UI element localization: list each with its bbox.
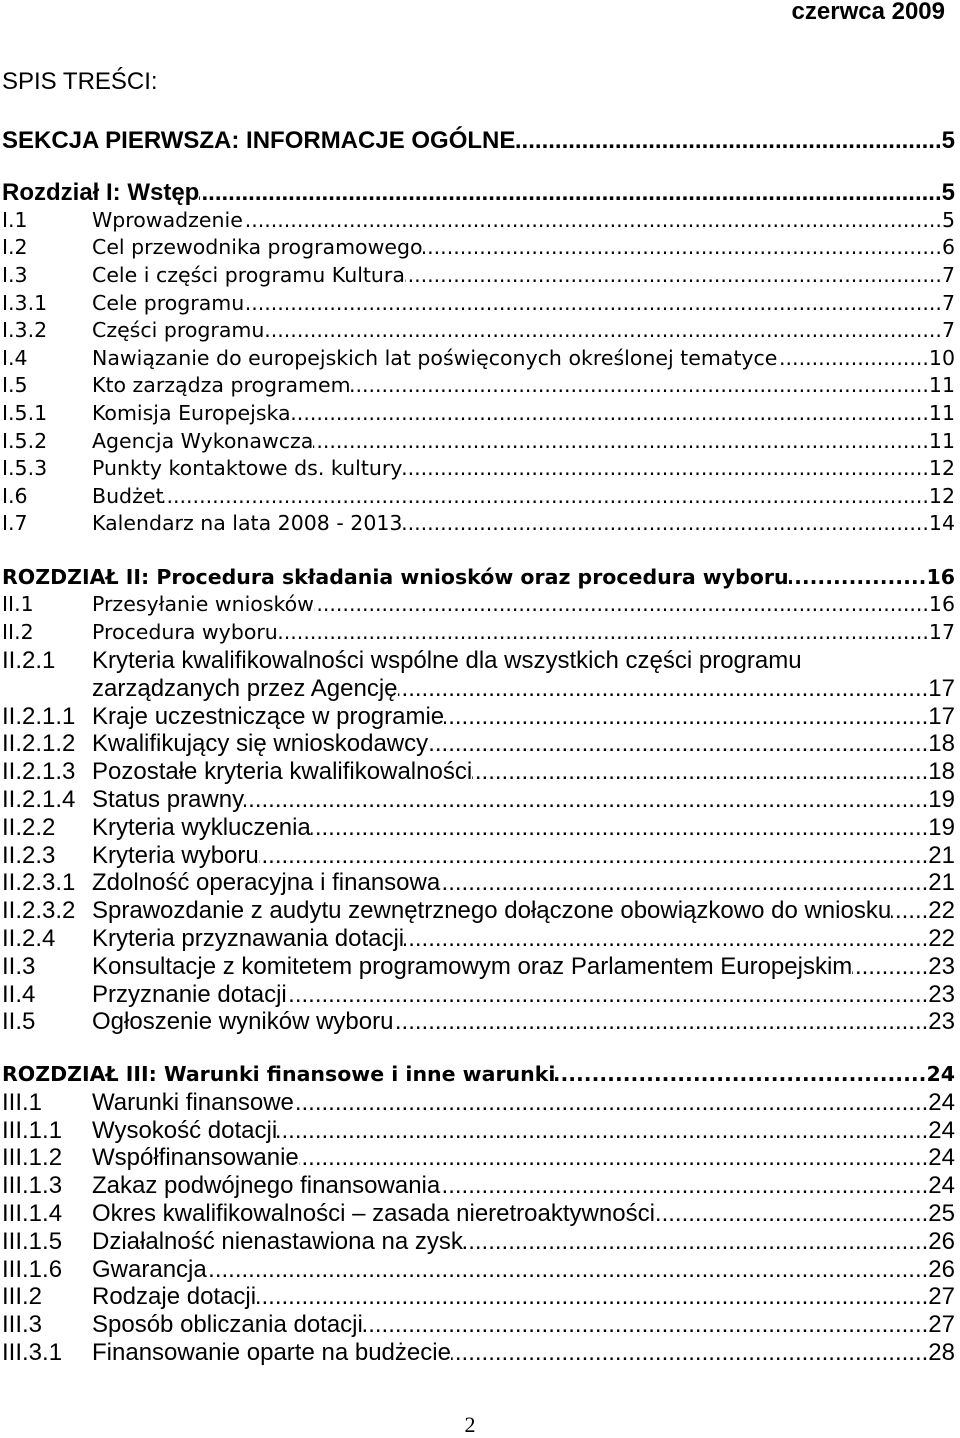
entry-title: Cele i części programu Kultura [92,262,405,287]
page-number: 2 [464,1412,476,1437]
toc-entry[interactable] [2,981,955,1009]
entry-title: Konsultacje z komitetem programowym oraz Parlamentem Europejskim [92,952,853,980]
toc-entry[interactable] [2,372,955,400]
entry-page: 27 [928,1311,955,1339]
dot-leader [440,1172,928,1200]
toc-entry[interactable] [2,234,955,262]
entry-title: Sposób obliczania dotacji [92,1311,363,1339]
dot-leader [199,179,941,207]
entry-title: Kryteria przyznawania dotacji [92,924,405,952]
toc-section-block [2,127,955,155]
entry-title: Zakaz podwójnego finansowania [92,1172,441,1200]
entry-number: II.2 [2,620,34,645]
toc-entry[interactable] [2,1089,955,1117]
chapter-page: 16 [926,564,955,589]
entry-page: 19 [928,785,955,813]
dot-leader [405,262,942,290]
toc-entry[interactable] [2,1117,955,1145]
toc-entry[interactable] [2,647,955,675]
toc-entry[interactable] [2,1311,955,1339]
entry-title: Sprawozdanie z audytu zewnętrznego dołączone obowiązkowo do wniosku [92,897,892,925]
entry-number: I.6 [2,483,28,508]
entry-title: Kryteria wyboru [92,841,259,869]
entry-title: Zdolność operacyjna i finansowa [92,869,441,897]
entry-number: III.1.3 [2,1172,63,1200]
toc-entry[interactable] [2,428,955,456]
toc-entry[interactable] [2,1008,955,1036]
entry-page: 17 [928,674,955,702]
entry-page: 24 [928,1144,955,1172]
entry-number: II.4 [2,980,36,1008]
dot-leader [789,564,927,592]
entry-number: II.5 [2,1008,36,1036]
entry-title: Cel przewodnika programowego [92,235,423,260]
dot-leader [351,372,929,400]
entry-page: 10 [928,345,955,370]
entry-number: I.3.2 [2,318,48,343]
entry-page: 18 [928,730,955,758]
entry-number: III.2 [2,1283,43,1311]
entry-page: 26 [928,1255,955,1283]
entry-number: III.1.6 [2,1255,63,1283]
dot-leader [463,1228,928,1256]
toc-entry[interactable] [2,730,955,758]
toc-entry[interactable] [2,510,955,538]
toc-entry[interactable] [2,262,955,290]
entry-page: 23 [928,1008,955,1036]
entry-page: 24 [928,1116,955,1144]
entry-title: Pozostałe kryteria kwalifikowalności [92,758,473,786]
toc-entry[interactable] [2,814,955,842]
entry-page: 11 [928,428,955,453]
entry-title: Rodzaje dotacji [92,1283,257,1311]
dot-leader [423,234,942,262]
toc-entry[interactable] [2,758,955,786]
toc-entry[interactable] [2,1283,955,1311]
entry-title: Cele programu [92,290,245,315]
entry-page: 7 [941,318,955,343]
entry-number: III.3.1 [2,1338,63,1366]
entry-number: I.1 [2,207,28,232]
entry-number: I.5.2 [2,428,48,453]
entry-title: Przesyłanie wniosków [92,592,314,617]
toc-chapter-2 [2,564,955,1037]
entry-page: 18 [928,758,955,786]
toc-chapter-heading[interactable] [2,179,955,207]
entry-page: 24 [928,1088,955,1116]
dot-leader [515,127,941,155]
toc-chapter-heading[interactable] [2,1061,955,1089]
entry-number: II.2.3.1 [2,869,76,897]
entry-title: Procedura wyboru [92,620,278,645]
entry-number: II.2.4 [2,924,56,952]
entry-title: Agencja Wykonawcza [92,428,314,453]
dot-leader [393,1008,928,1036]
entry-title: Kryteria wykluczenia [92,813,311,841]
entry-number: III.1.4 [2,1199,63,1227]
entry-page: 25 [928,1199,955,1227]
entry-number: II.2.1.2 [2,730,76,758]
toc-entry[interactable] [2,317,955,345]
chapter-page: 5 [941,179,955,207]
entry-number: III.1 [2,1088,43,1116]
entry-number: I.5 [2,373,28,398]
dot-leader [277,1117,928,1145]
entry-page: 24 [928,1172,955,1200]
dot-leader [311,814,929,842]
entry-number: I.3 [2,262,28,287]
dot-leader [472,758,928,786]
entry-number: II.2.3 [2,841,56,869]
dot-leader [398,675,929,703]
entry-title-continued: zarządzanych przez Agencję [92,674,398,702]
toc-entry[interactable] [2,483,955,511]
dot-leader [451,1339,928,1367]
toc-entry[interactable] [2,897,955,925]
entry-number: III.1.1 [2,1116,63,1144]
entry-title: Działalność nienastawiona na zysk [92,1227,463,1255]
dot-leader [852,953,928,981]
entry-page: 23 [928,952,955,980]
entry-number: III.1.5 [2,1227,63,1255]
toc-entry[interactable] [2,1144,955,1172]
toc-entry[interactable] [2,400,955,428]
entry-title: Gwarancja [92,1255,207,1283]
dot-leader [264,317,942,345]
entry-page: 22 [928,924,955,952]
entry-title: Części programu [92,318,265,343]
toc-entry[interactable] [2,455,955,483]
entry-title: Ogłoszenie wyników wyboru [92,1008,394,1036]
toc-section-entry[interactable] [2,127,955,155]
entry-number: II.2.1.1 [2,702,76,730]
entry-page: 17 [928,702,955,730]
toc-entry[interactable] [2,953,955,981]
dot-leader [777,345,928,373]
toc-entry[interactable] [2,1228,955,1256]
entry-page: 5 [941,207,955,232]
entry-page: 21 [928,841,955,869]
dot-leader [404,925,928,953]
entry-page: 14 [928,511,955,536]
entry-number: II.2.1.4 [2,785,76,813]
toc-entry-continuation[interactable] [2,675,955,703]
dot-leader [243,207,942,235]
dot-leader [207,1256,929,1284]
toc-entry[interactable] [2,925,955,953]
section-page: 5 [941,127,955,154]
entry-page: 6 [941,235,955,260]
toc-entry[interactable] [2,290,955,318]
toc-entry[interactable] [2,842,955,870]
entry-title: Wprowadzenie [92,207,243,232]
entry-title: Okres kwalifikowalności – zasada nieretroaktywności [92,1199,655,1227]
entry-title: Komisja Europejska [92,400,291,425]
entry-page: 17 [928,620,955,645]
entry-title: Punkty kontaktowe ds. kultury [92,456,403,481]
entry-number: II.3 [2,952,36,980]
toc-entry[interactable] [2,591,955,619]
entry-page: 22 [928,897,955,925]
entry-title: Kto zarządza programem [92,373,351,398]
dot-leader [444,703,928,731]
dot-leader [259,842,929,870]
toc-entry[interactable] [2,619,955,647]
chapter-title: ROZDZIAŁ II: Procedura składania wniosków oraz procedura wyboru [2,564,789,589]
entry-title: Warunki finansowe [92,1088,294,1116]
dot-leader [294,1089,928,1117]
entry-page: 23 [928,980,955,1008]
entry-title: Nawiązanie do europejskich lat poświęconych określonej tematyce [92,345,778,370]
entry-title: Współfinansowanie [92,1144,299,1172]
dot-leader [363,1311,928,1339]
toc-entry[interactable] [2,869,955,897]
toc-chapter-heading[interactable] [2,564,955,592]
entry-number: I.2 [2,235,28,260]
dot-leader [244,290,942,318]
toc-entry[interactable] [2,703,955,731]
toc-entry[interactable] [2,1339,955,1367]
chapter-title: ROZDZIAŁ III: Warunki finansowe i inne warunki [2,1062,556,1086]
toc-chapter-3 [2,1061,955,1367]
toc-entry[interactable] [2,1256,955,1284]
dot-leader [291,400,929,428]
entry-title: Kryteria kwalifikowalności wspólne dla wszystkich części programu [92,646,802,674]
entry-number: I.3.1 [2,290,48,315]
entry-number: I.5.1 [2,400,48,425]
entry-page: 11 [928,400,955,425]
entry-number: II.1 [2,592,34,617]
toc-entry[interactable] [2,1172,955,1200]
entry-title: Kraje uczestniczące w programie [92,702,445,730]
entry-title: Kalendarz na lata 2008 - 2013 [92,511,403,536]
entry-page: 12 [928,456,955,481]
dot-leader [891,897,928,925]
header-date: czerwca 2009 [791,0,945,25]
toc-entry[interactable] [2,786,955,814]
entry-page: 21 [928,869,955,897]
dot-leader [244,786,928,814]
entry-title: Budżet [92,483,164,508]
toc-title: SPIS TREŚCI: [2,68,158,95]
chapter-title: Rozdział I: Wstęp [2,179,200,207]
entry-page: 26 [928,1227,955,1255]
section-title: SEKCJA PIERWSZA: INFORMACJE OGÓLNE [2,127,516,154]
dot-leader [256,1283,928,1311]
chapter-page: 24 [926,1062,955,1086]
entry-number: I.7 [2,511,28,536]
entry-number: II.2.1 [2,646,56,674]
entry-page: 27 [928,1283,955,1311]
dot-leader [440,869,928,897]
entry-page: 19 [928,813,955,841]
entry-title: Finansowanie oparte na budżecie [92,1338,451,1366]
dot-leader [555,1061,926,1089]
entry-page: 7 [941,262,955,287]
entry-title: Kwalifikujący się wnioskodawcy [92,730,429,758]
dot-leader [278,619,929,647]
entry-number: I.4 [2,345,28,370]
entry-title: Wysokość dotacji [92,1116,278,1144]
entry-title: Status prawny [92,785,245,813]
toc-entry[interactable] [2,345,955,373]
dot-leader [428,730,928,758]
entry-page: 12 [928,483,955,508]
dot-leader [314,591,929,619]
dot-leader [287,981,929,1009]
entry-page: 16 [928,592,955,617]
entry-page: 11 [928,373,955,398]
entry-number: II.2.1.3 [2,758,76,786]
toc-entry[interactable] [2,207,955,235]
entry-number: II.2.2 [2,813,56,841]
dot-leader [402,455,928,483]
toc-entry[interactable] [2,1200,955,1228]
dot-leader [299,1144,929,1172]
dot-leader [402,510,928,538]
entry-number-spacer [2,675,92,703]
dot-leader [313,428,929,456]
entry-page: 7 [941,290,955,315]
toc-chapter-1 [2,179,955,538]
entry-page: 28 [928,1338,955,1366]
dot-leader [163,483,928,511]
entry-number: III.1.2 [2,1144,63,1172]
dot-leader [655,1200,928,1228]
entry-number: II.2.3.2 [2,897,76,925]
entry-number: III.3 [2,1311,43,1339]
entry-title: Przyznanie dotacji [92,980,287,1008]
entry-number: I.5.3 [2,456,48,481]
